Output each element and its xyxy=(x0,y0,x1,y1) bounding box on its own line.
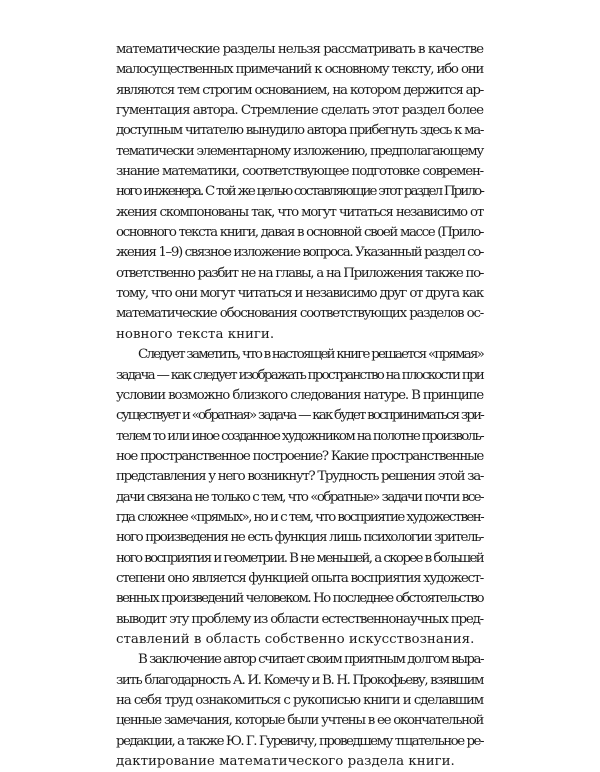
text-line: математические обоснования соответствующих разделов ос- xyxy=(116,306,483,322)
text-line: ного инженера. С той же целью составляющие этот раздел Прило- xyxy=(116,184,483,200)
text-line: тому, что они могут читаться и независимо друг от друга как xyxy=(116,286,483,302)
text-line: телем то или иное созданное художником на полотне произволь- xyxy=(116,428,484,444)
text-line: степени оно является функцией опыта восприятия художест- xyxy=(116,570,483,586)
text-line: дактирование математического раздела книги. xyxy=(116,754,455,770)
text-line: гда сложнее «прямых», но и с тем, что восприятие художествен- xyxy=(116,509,483,525)
paragraph xyxy=(116,650,483,772)
text-line: ного произведения не есть функция лишь психологии зритель- xyxy=(116,530,483,546)
text-line: жения 1–9) связное изложение вопроса. Указанный раздел со- xyxy=(116,245,483,261)
text-line: ответственно разбит не на главы, а на Приложения также по- xyxy=(116,265,483,281)
text-line: основного текста книги, давая в основной своей массе (Прило- xyxy=(116,225,483,241)
text-line: Следует заметить, что в настоящей книге решается «прямая» xyxy=(138,347,484,363)
paragraph xyxy=(116,40,483,345)
text-line: условии возможно близкого следования натуре. В принципе xyxy=(116,387,483,403)
text-line: дачи связана не только с тем, что «обратные» задачи почти все- xyxy=(116,489,483,505)
text-line: представления у него возникнут? Трудность решения этой за- xyxy=(116,469,483,485)
text-line: доступным читателю вынудило автора прибегнуть здесь к ма- xyxy=(116,123,483,139)
text-line: математические разделы нельзя рассматривать в качестве xyxy=(116,42,483,57)
text-line: ное пространственное построение? Какие пространственные xyxy=(116,448,483,464)
text-line: венных произведений человеком. Но последнее обстоятельство xyxy=(116,591,483,607)
paragraph xyxy=(116,345,483,650)
text-line: существует и «обратная» задача — как будет восприниматься зри- xyxy=(116,408,483,424)
text-line: ставлений в область собственно искусствознания. xyxy=(116,631,475,647)
text-line: зить благодарность А. И. Комечу и В. Н. Прокофьеву, взявшим xyxy=(116,672,483,688)
text-line: знание математики, соответствующее подготовке современ- xyxy=(116,164,483,180)
text-line: на себя труд ознакомиться с рукописью книги и сделавшим xyxy=(116,693,483,708)
text-line: В заключение автор считает своим приятным долгом выра- xyxy=(138,652,483,668)
text-line: жения скомпонованы так, что могут читаться независимо от xyxy=(116,204,483,220)
text-line: малосущественных примечаний к основному тексту, ибо они xyxy=(116,62,483,78)
text-line: ного восприятия и геометрии. В не меньшей, а скорее в большей xyxy=(116,550,483,566)
text-line: задача — как следует изображать пространство на плоскости при xyxy=(116,367,483,383)
page-text xyxy=(116,40,483,772)
text-line: гументация автора. Стремление сделать этот раздел более xyxy=(116,103,483,119)
text-line: редакции, а также Ю. Г. Гуревичу, проведшему тщательное ре- xyxy=(116,733,483,749)
text-line: ценные замечания, которые были учтены в ее окончательной xyxy=(116,713,483,729)
text-line: новного текста книги. xyxy=(116,326,275,342)
text-line: выводит эту проблему из области естественнонаучных пред- xyxy=(116,611,483,627)
text-line: тематически элементарному изложению, предполагающему xyxy=(116,143,483,159)
text-line: являются тем строгим основанием, на котором держится ар- xyxy=(116,82,483,98)
